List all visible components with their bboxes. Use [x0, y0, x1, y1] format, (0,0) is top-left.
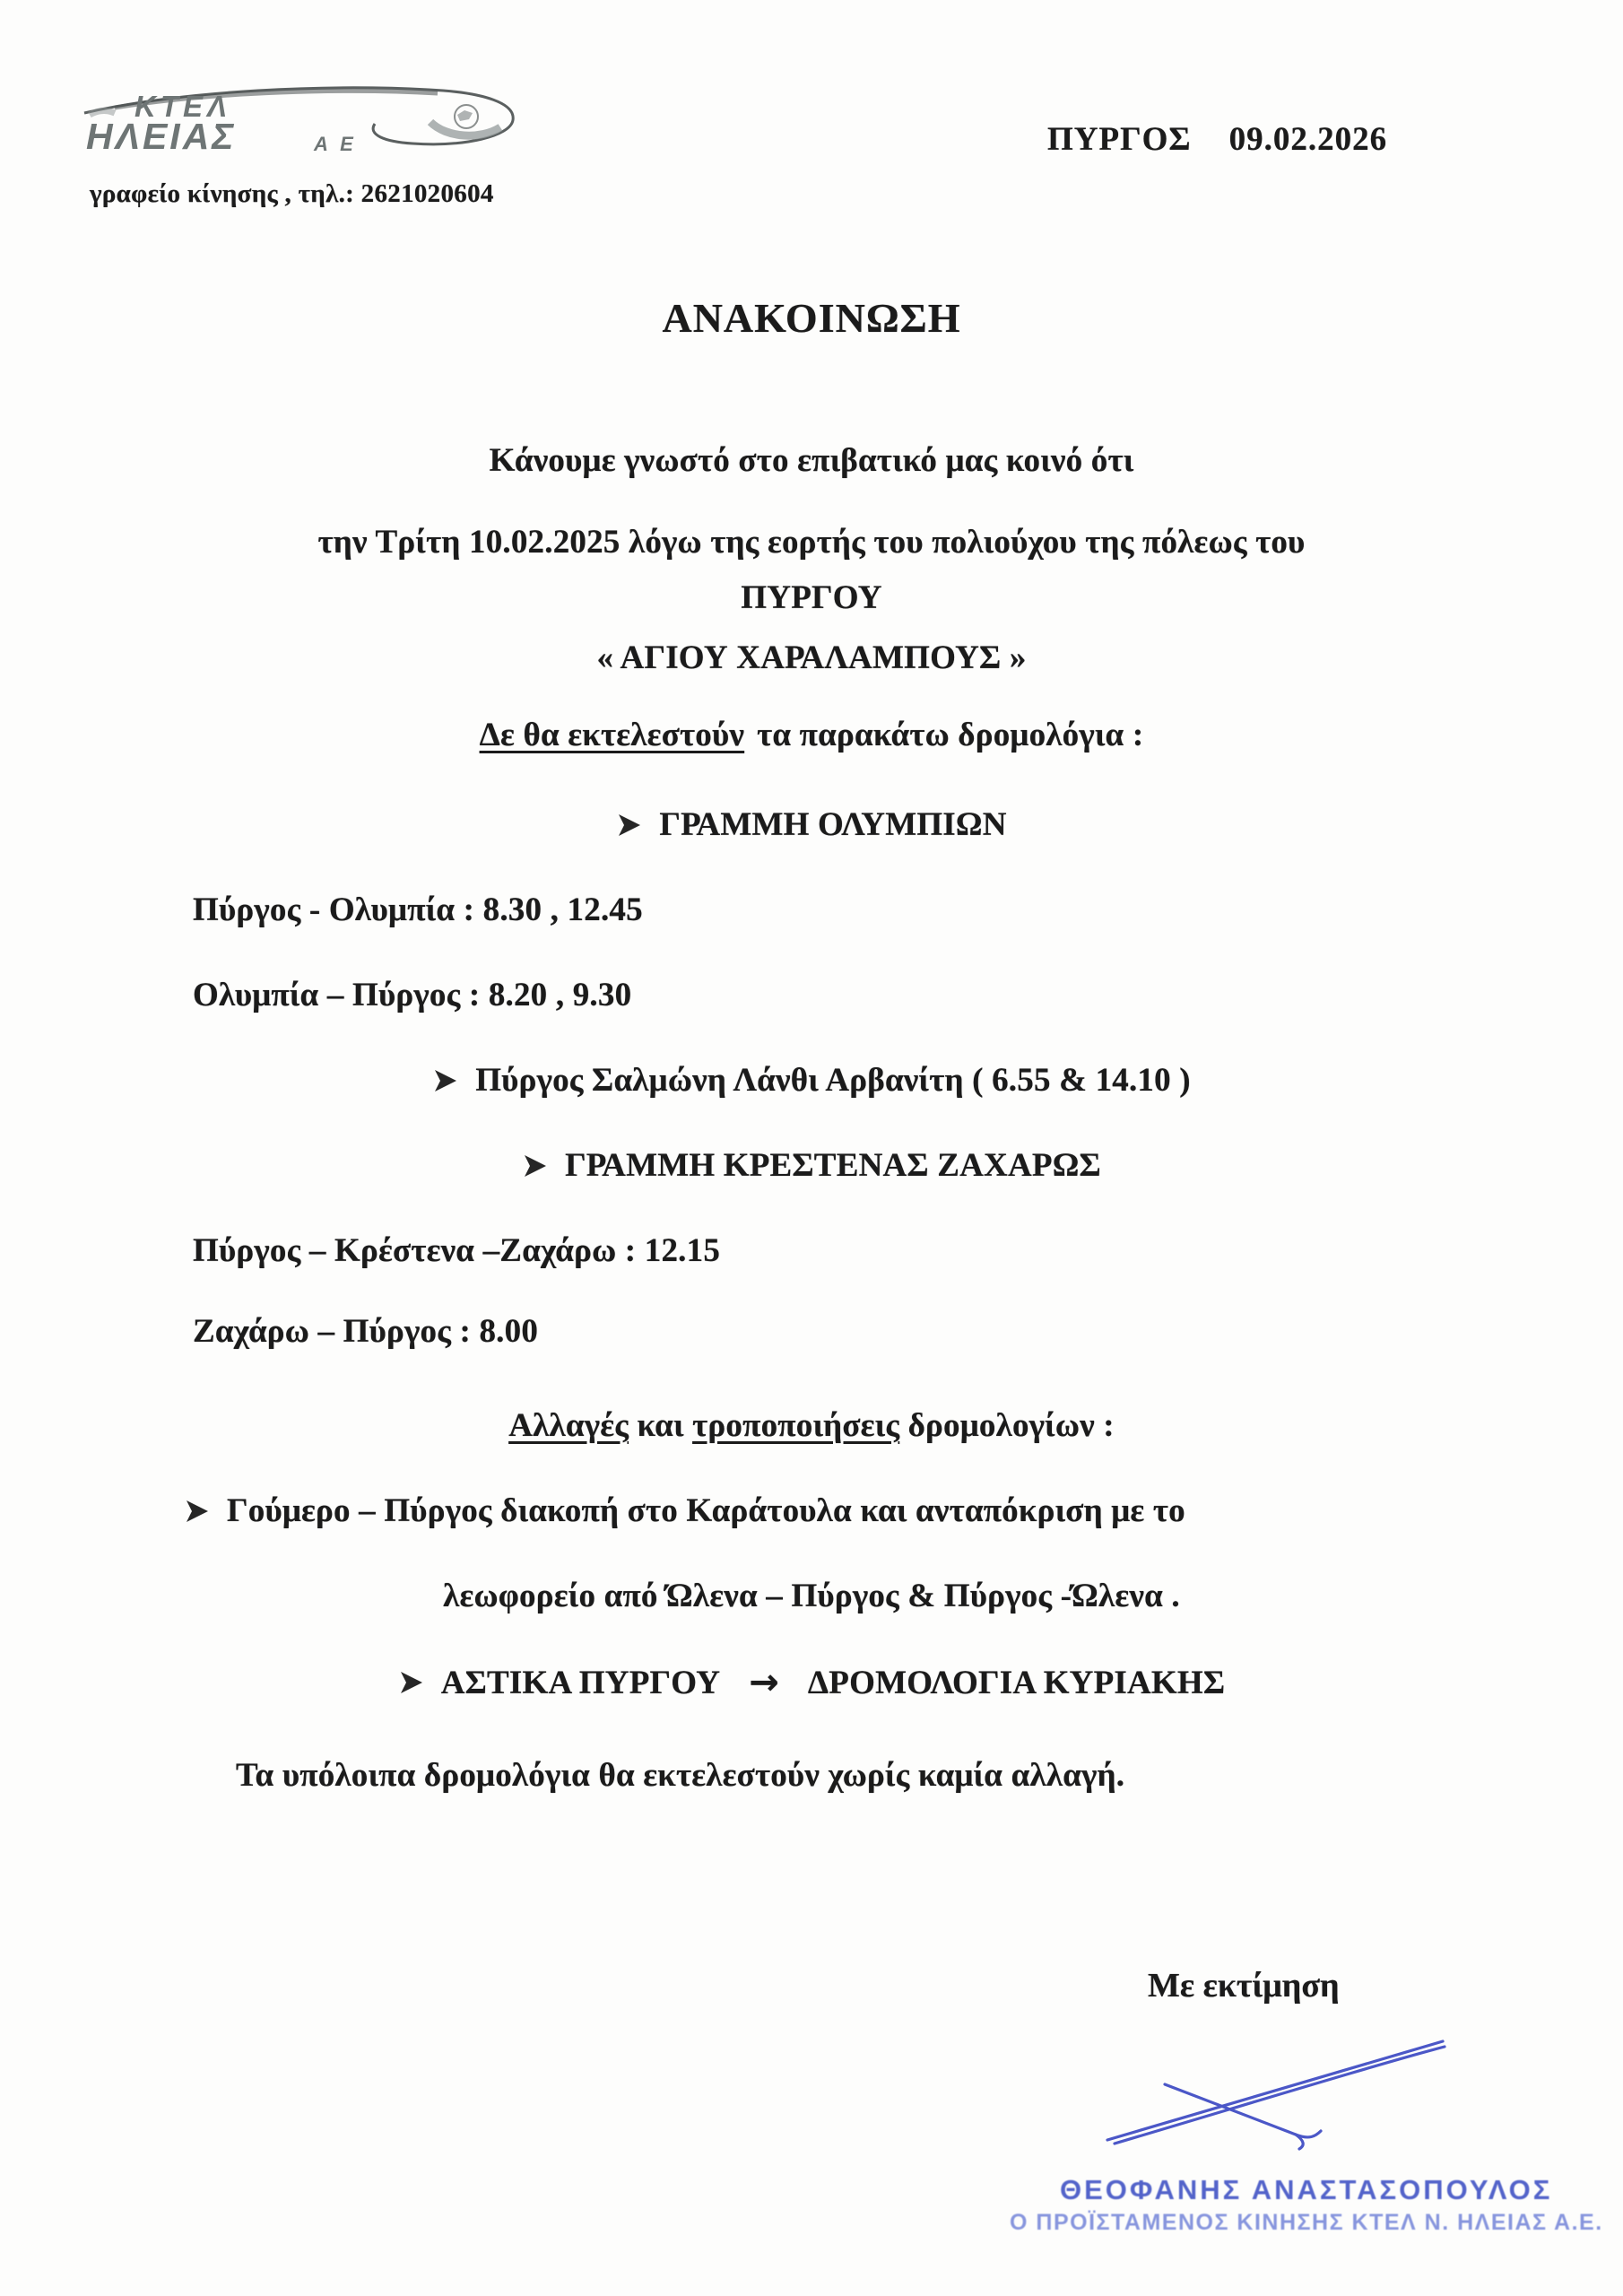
logo-text-ktel: ΚΤΕΛ [135, 90, 232, 123]
logo-graphic [79, 83, 527, 163]
date-value: 09.02.2026 [1228, 121, 1388, 158]
goumero-change-text: Γούμερο – Πύργος διακοπή στο Καράτουλα και ανταπόκριση με το [227, 1492, 1185, 1529]
place-and-date [1047, 120, 1387, 159]
arrow-bullet-icon [432, 1068, 459, 1093]
ktel-ileias-logo [79, 83, 527, 163]
route-salmoni-label: Πύργος Σαλμώνη Λάνθι Αρβανίτη ( 6.55 & 14.10 ) [475, 1062, 1191, 1099]
event-city-line: ΠΥΡΓΟΥ [741, 579, 882, 616]
saint-line: « ΑΓΙΟΥ ΧΑΡΑΛΑΜΠΟΥΣ » [596, 639, 1027, 676]
astika-line [0, 1662, 1623, 1703]
handwritten-signature [1081, 2029, 1475, 2163]
right-arrow-icon: → [749, 1662, 779, 1703]
page-title: ΑΝΑΚΟΙΝΩΣΗ [662, 295, 961, 341]
office-phone-line: γραφείο κίνησης , τηλ.: 2621020604 [90, 179, 494, 208]
logo-bus-body [457, 110, 473, 121]
changes-heading [0, 1406, 1623, 1445]
route-group-krestena-label: ΓΡΑΜΜΗ ΚΡΕΣΤΕΝΑΣ ΖΑΧΑΡΩΣ [565, 1147, 1101, 1184]
stamp-signer-title: Ο ΠΡΟΪΣΤΑΜΕΝΟΣ ΚΙΝΗΣΗΣ ΚΤΕΛ Ν. ΗΛΕΙΑΣ Α.Ε. [1010, 2210, 1603, 2235]
intro-line: Κάνουμε γνωστό στο επιβατικό μας κοινό ότι [489, 442, 1134, 479]
stamp-signer-name: ΘΕΟΦΑΝΗΣ ΑΝΑΣΤΑΣΟΠΟΥΛΟΣ [1060, 2174, 1553, 2205]
regards-line: Με εκτίμηση [1148, 1967, 1340, 2005]
route-group-olympion-label: ΓΡΑΜΜΗ ΟΛΥΜΠΙΩΝ [659, 806, 1007, 843]
changes-word-dromologion: δρομολογίων : [907, 1407, 1115, 1444]
cancellation-underlined: Δε θα εκτελεστούν [479, 717, 745, 753]
goumero-change-line [0, 1492, 1623, 1530]
cancellation-line [0, 716, 1623, 754]
route-salmoni [0, 1061, 1623, 1100]
arrow-bullet-icon [616, 813, 643, 838]
cancellation-rest: τα παρακάτω δρομολόγια : [757, 717, 1144, 753]
arrow-bullet-icon [522, 1153, 549, 1178]
schedule-olympia-pyrgos: Ολυμπία – Πύργος : 8.20 , 9.30 [193, 977, 632, 1013]
place-label: ΠΥΡΓΟΣ [1047, 121, 1192, 158]
logo-text-ileias: ΗΛΕΙΑΣ [86, 116, 237, 157]
astika-sunday-label: ΔΡΟΜΟΛΟΓΙΑ ΚΥΡΙΑΚΗΣ [807, 1664, 1226, 1701]
event-date-line: την Τρίτη 10.02.2025 λόγω της εορτής του πολιούχου της πόλεως του [317, 524, 1306, 561]
astika-label: ΑΣΤΙΚΑ ΠΥΡΓΟΥ [440, 1664, 721, 1701]
schedule-zacharo-pyrgos: Ζαχάρω – Πύργος : 8.00 [193, 1313, 539, 1350]
route-group-olympion [0, 805, 1623, 844]
changes-word-tropopoiiseis: τροποποιήσεις [692, 1407, 900, 1444]
logo-text-ae: Α Ε [314, 133, 357, 155]
logo-faint-mark [90, 110, 115, 115]
closing-line: Τα υπόλοιπα δρομολόγια θα εκτελεστούν χωρίς καμία αλλαγή. [236, 1757, 1125, 1794]
schedule-pyrgos-krestena: Πύργος – Κρέστενα –Ζαχάρω : 12.15 [193, 1232, 721, 1269]
arrow-bullet-icon [398, 1670, 425, 1695]
changes-word-allages: Αλλαγές [508, 1407, 629, 1444]
schedule-pyrgos-olympia: Πύργος - Ολυμπία : 8.30 , 12.45 [193, 891, 643, 928]
arrow-bullet-icon [184, 1499, 211, 1524]
changes-word-kai: και [637, 1407, 684, 1444]
route-group-krestena [0, 1146, 1623, 1185]
goumero-change-line2: λεωφορείο από Ώλενα – Πύργος & Πύργος -Ώλενα . [443, 1578, 1180, 1614]
